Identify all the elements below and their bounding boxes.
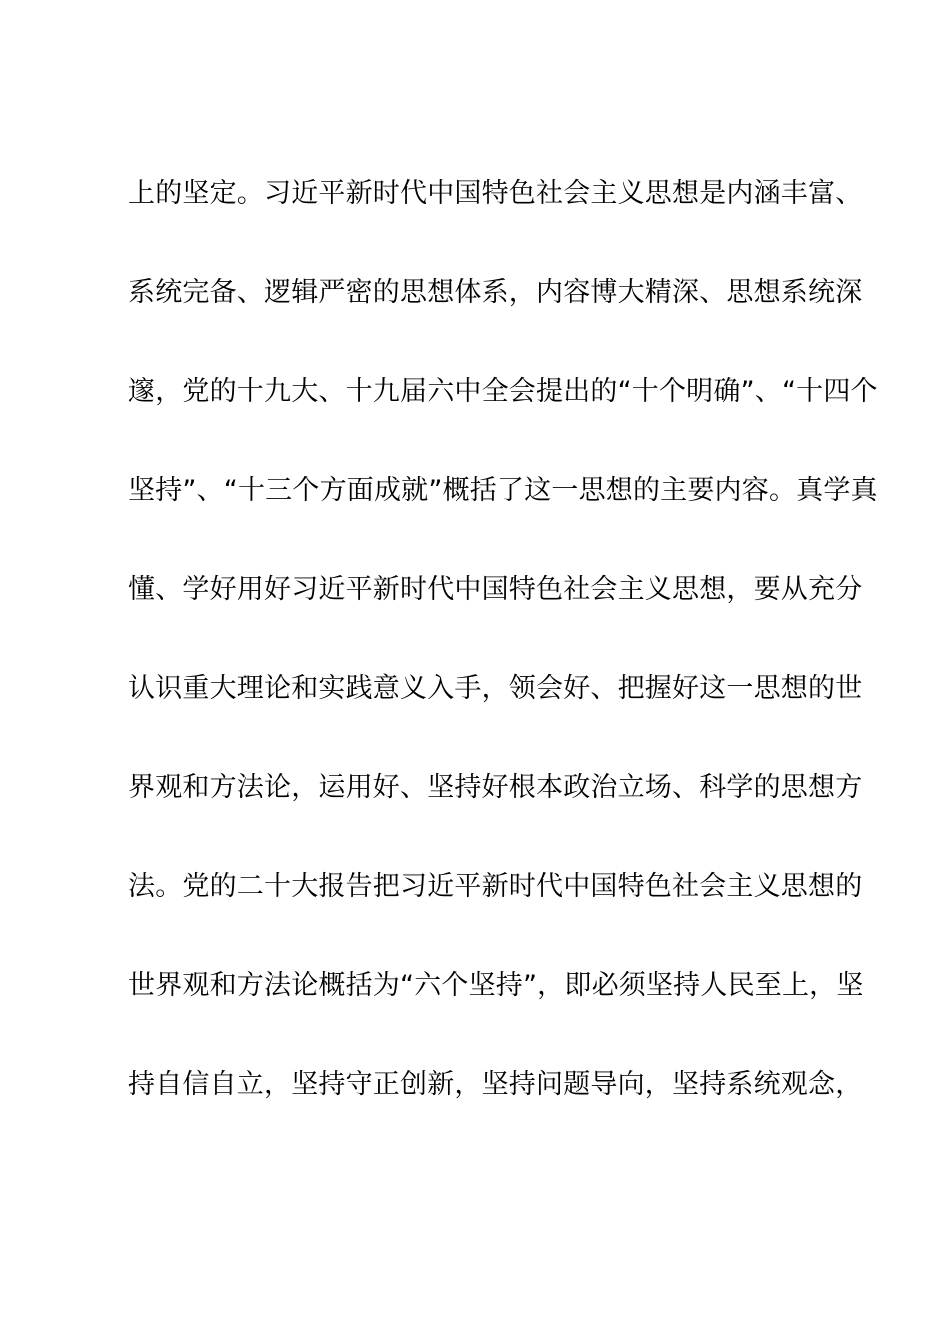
text-line: 界观和方法论，运用好、坚持好根本政治立场、科学的思想方	[128, 772, 863, 803]
text-line: 持自信自立，坚持守正创新，坚持问题导向，坚持系统观念，	[128, 1069, 863, 1100]
text-line: 坚持”、“十三个方面成就”概括了这一思想的主要内容。真学真	[128, 475, 878, 506]
text-line: 法。党的二十大报告把习近平新时代中国特色社会主义思想的	[128, 871, 863, 902]
text-line: 世界观和方法论概括为“六个坚持”，即必须坚持人民至上，坚	[128, 970, 864, 1001]
text-line: 系统完备、逻辑严密的思想体系，内容博大精深、思想系统深	[128, 277, 863, 308]
text-line: 邃，党的十九大、十九届六中全会提出的“十个明确”、“十四个	[128, 376, 878, 407]
text-line: 认识重大理论和实践意义入手，领会好、把握好这一思想的世	[128, 673, 863, 704]
text-line: 上的坚定。习近平新时代中国特色社会主义思想是内涵丰富、	[128, 178, 863, 209]
body-text	[128, 172, 878, 1162]
text-line: 懂、学好用好习近平新时代中国特色社会主义思想，要从充分	[128, 574, 863, 605]
